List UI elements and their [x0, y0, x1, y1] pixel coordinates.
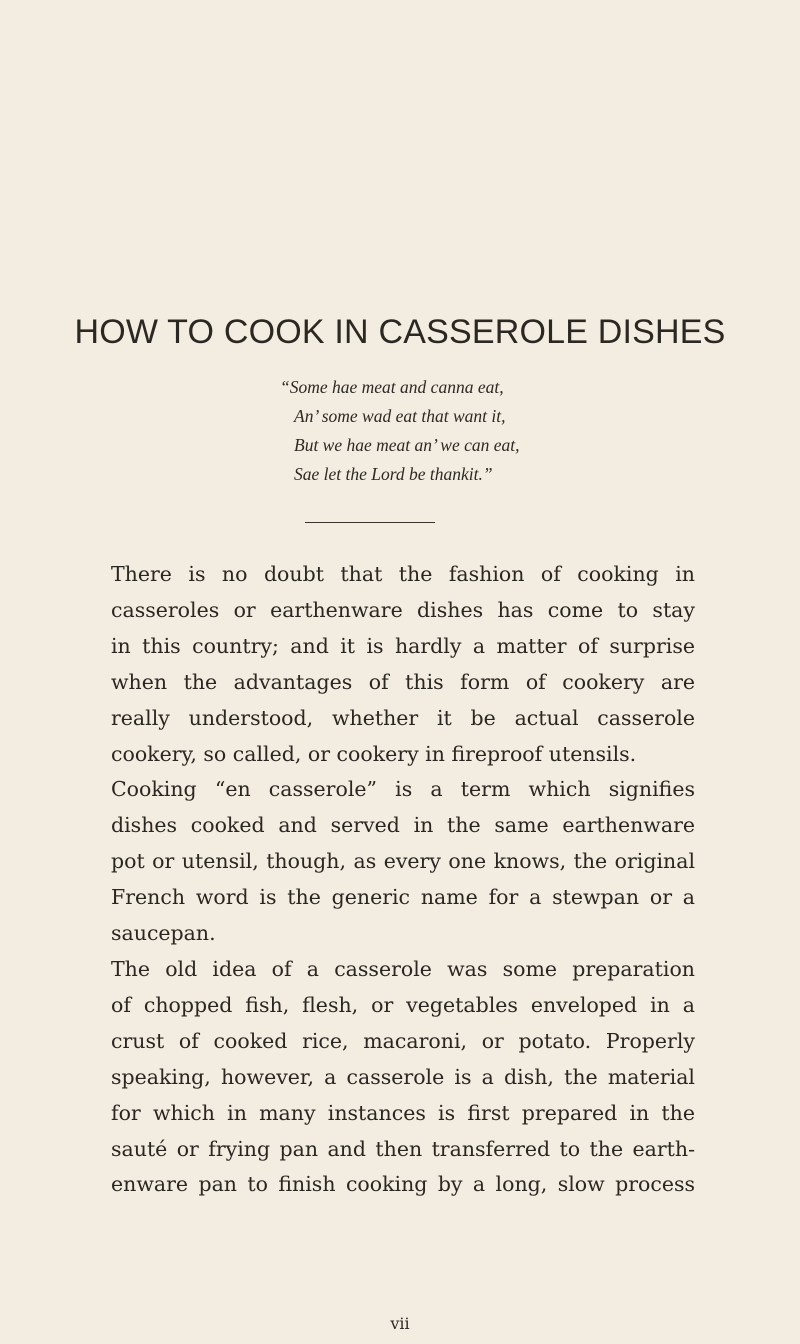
chapter-heading: HOW TO COOK IN CASSEROLE DISHES: [74, 313, 726, 351]
text-line: enware pan to finish cooking by a long, slow process: [111, 1172, 695, 1197]
text-line: casseroles or earthenware dishes has come to stay: [111, 597, 695, 622]
text-line: dishes cooked and served in the same earthenware: [111, 813, 695, 838]
text-line: French word is the generic name for a stewpan or a: [111, 885, 695, 910]
paragraph-1: [111, 557, 695, 772]
body-text: [111, 557, 695, 1203]
page-number: vii: [390, 1314, 410, 1333]
epigraph-line: “Some hae meat and canna eat,: [280, 377, 504, 397]
epigraph-line: Sae let the Lord be thankit.”: [294, 464, 493, 484]
text-line: really understood, whether it be actual casserole: [111, 705, 695, 730]
text-line: of chopped fish, flesh, or vegetables enveloped in a: [111, 992, 695, 1017]
text-line: speaking, however, a casserole is a dish, the material: [111, 1064, 695, 1089]
text-line: The old idea of a casserole was some preparation: [111, 956, 695, 981]
text-line: Cooking “en casserole” is a term which signifies: [111, 777, 695, 802]
paragraph-3: [111, 952, 695, 1203]
text-line: saucepan.: [111, 921, 216, 946]
text-line: There is no doubt that the fashion of cooking in: [111, 562, 695, 586]
text-line: in this country; and it is hardly a matter of surprise: [111, 633, 695, 658]
epigraph-verse: [280, 373, 520, 489]
text-line: pot or utensil, though, as every one knows, the original: [111, 849, 695, 874]
paragraph-2: [111, 772, 695, 952]
text-line: crust of cooked rice, macaroni, or potato. Properly: [111, 1028, 695, 1053]
text-line: for which in many instances is first prepared in the: [111, 1100, 695, 1125]
epigraph-line: But we hae meat an’ we can eat,: [294, 435, 520, 455]
text-line: when the advantages of this form of cookery are: [111, 669, 695, 694]
section-divider: [305, 522, 435, 523]
text-line: cookery, so called, or cookery in fireproof utensils.: [111, 741, 637, 766]
text-line: sauté or frying pan and then transferred to the earth-: [111, 1136, 695, 1161]
epigraph-line: An’ some wad eat that want it,: [294, 406, 506, 426]
